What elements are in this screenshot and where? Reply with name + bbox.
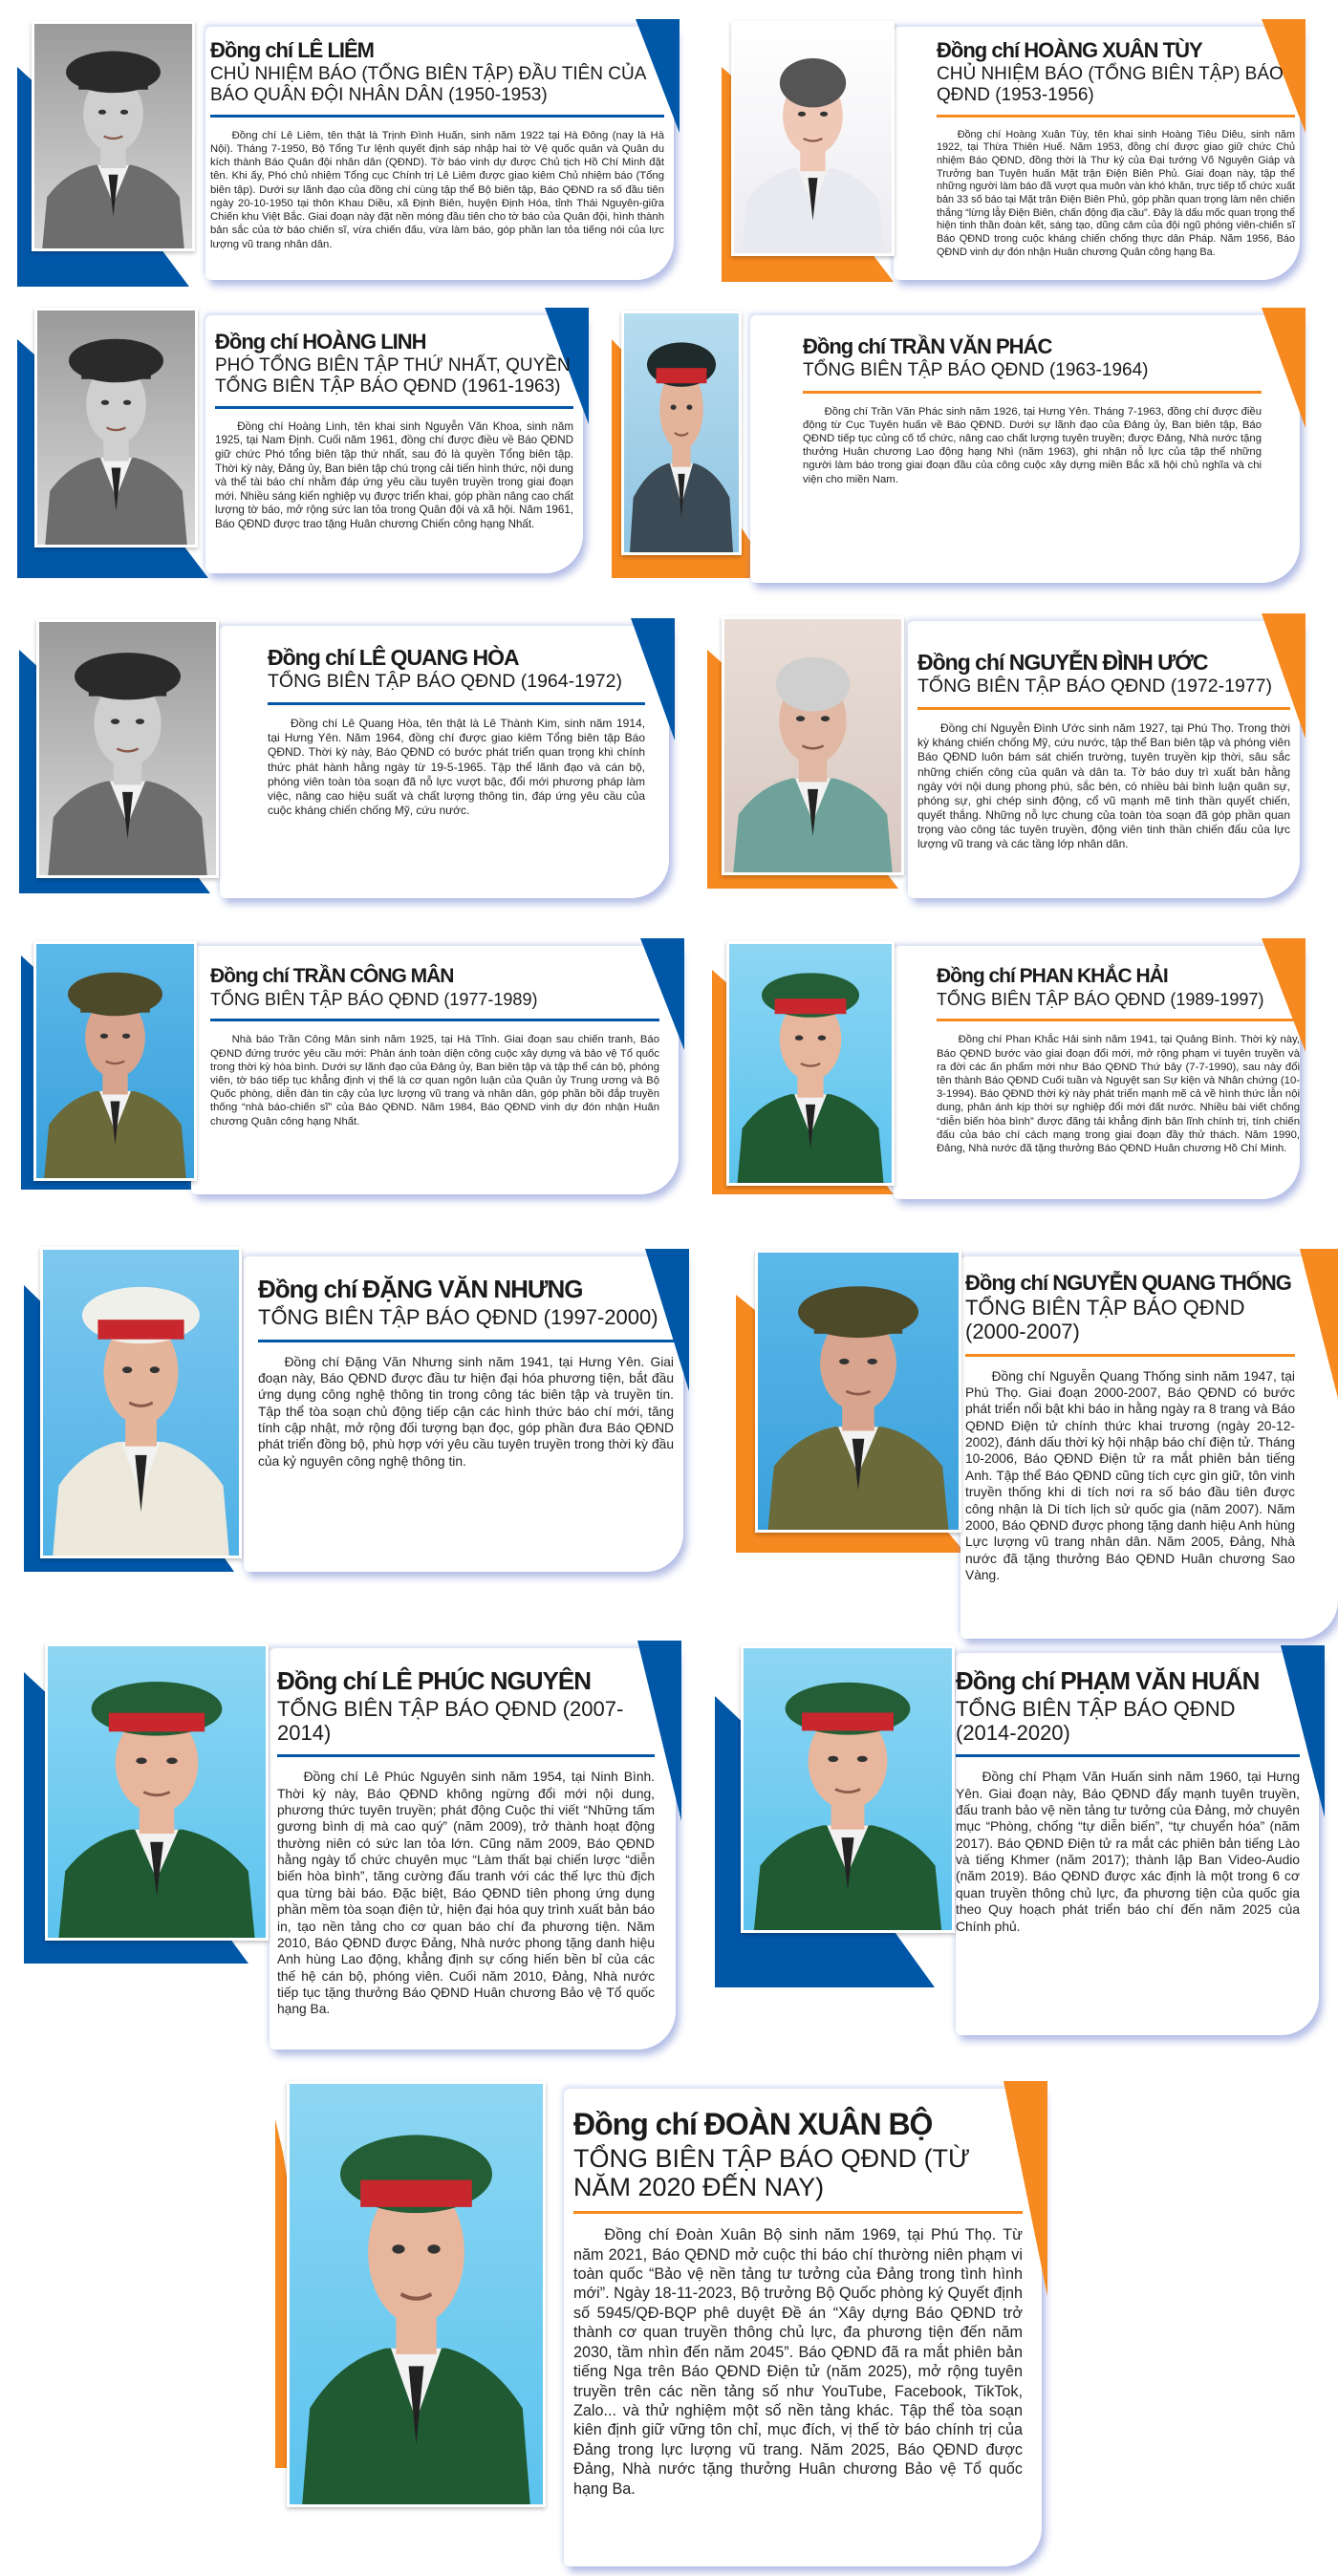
divider [215, 406, 573, 409]
editor-role: TỔNG BIÊN TẬP BÁO QĐND (2014-2020) [956, 1696, 1236, 1745]
portrait-photo [722, 616, 904, 875]
editor-bio: Đồng chí Nguyễn Đình Ước sinh năm 1927, tại Phú Thọ. Trong thời kỳ kháng chiến chống Mỹ, cứu nước, tập thể Ban biên tập và phóng viên Báo QĐND luôn bám sát chiến trường, tuyên truyền kịp thời, sâu sắc những chiến công của quân và dân ta. Tờ báo duy trì xuất bản hằng ngày với nội dung phong phú, sắc bén, có nhiều bài bình luận quân sự, phóng sự, ghi chép sinh động, cổ vũ mạnh mẽ tinh thần quyết chiến, quyết thắng. Những nỗ lực chung của toàn tòa soạn đã góp phần quan trọng vào công tác tuyên truyền, động viên tinh thần chiến đấu của lực lượng vũ trang và các tầng lớp nhân dân. [917, 721, 1290, 851]
editor-name: Đồng chí PHAN KHẮC HẢI [937, 965, 1168, 987]
editor-name: Đồng chí HOÀNG LINH [215, 330, 426, 354]
editor-bio: Đồng chí Phạm Văn Huấn sinh năm 1960, tại Hưng Yên. Giai đoạn này, Báo QĐND đẩy mạnh tuyên truyền, đấu tranh bảo vệ nền tảng tư tưởng của Đảng, mở chuyên mục “Phòng, chống “tự diễn biến”, “tự chuyển hóa” (năm 2017). Báo QĐND Điện tử ra mắt các phiên bản tiếng Lào và tiếng Khmer (năm 2017); thành lập Ban Video-Audio (năm 2019). Báo QĐND được xác định là một trong 6 cơ quan truyền thông chủ lực, đa phương tiện của quốc gia theo Quy hoạch phát triển báo chí đến năm 2025 của Chính phủ. [956, 1770, 1300, 1934]
editor-name: Đồng chí LÊ PHÚC NGUYÊN [277, 1666, 592, 1695]
portrait-photo [33, 941, 197, 1181]
editor-name: Đồng chí TRẦN VĂN PHÁC [803, 334, 1052, 358]
editor-name: Đồng chí TRẦN CÔNG MÂN [210, 965, 454, 987]
editor-name: Đồng chí ĐOÀN XUÂN BỘ [573, 2107, 933, 2141]
editor-name: Đồng chí PHẠM VĂN HUẤN [956, 1666, 1260, 1695]
corner-accent [1300, 1249, 1338, 1421]
divider [937, 115, 1295, 118]
editor-role: TỔNG BIÊN TẬP BÁO QĐND (1963-1964) [803, 360, 1149, 381]
editor-name: Đồng chí LÊ LIÊM [210, 38, 374, 62]
editor-role: TỔNG BIÊN TẬP BÁO QĐND (1989-1997) [937, 990, 1264, 1010]
divider [268, 702, 645, 705]
editor-role: TỔNG BIÊN TẬP BÁO QĐND (TỪ NĂM 2020 ĐẾN NAY) [573, 2143, 971, 2202]
editor-name: Đồng chí ĐẶNG VĂN NHƯNG [258, 1275, 583, 1303]
divider [965, 1354, 1295, 1357]
portrait-photo [621, 311, 742, 555]
portrait-photo [40, 1247, 242, 1558]
divider [573, 2211, 1023, 2214]
editor-role: TỔNG BIÊN TẬP BÁO QĐND (1972-1977) [917, 676, 1272, 698]
divider [210, 1019, 659, 1021]
editor-bio: Đồng chí Lê Quang Hòa, tên thật là Lê Thành Kim, sinh năm 1914, tại Hưng Yên. Năm 1964, đồng chí được giao kiêm Tổng biên tập Báo QĐND. Thời kỳ này, Báo QĐND có bước phát triển quan trọng khi chính thức phát hành hằng ngày từ 19-5-1965. Tập thể lãnh đạo và cán bộ, phóng viên toàn tòa soạn đã nỗ lực vượt bậc, đổi mới phương pháp làm việc, nâng cao hiệu suất và chất lượng thông tin, đáp ứng yêu cầu của cuộc kháng chiến chống Mỹ, cứu nước. [268, 717, 645, 817]
portrait-photo [34, 308, 198, 547]
portrait-photo [287, 2081, 546, 2507]
portrait-photo [36, 619, 219, 878]
portrait-photo [755, 1250, 961, 1533]
editor-role: PHÓ TỔNG BIÊN TẬP THỨ NHẤT, QUYỀN TỔNG BIÊN TẬP BÁO QĐND (1961-1963) [215, 355, 571, 397]
portrait-photo [45, 1643, 269, 1941]
editor-role: TỔNG BIÊN TẬP BÁO QĐND (2000-2007) [965, 1296, 1245, 1343]
divider [803, 391, 1262, 394]
editor-role: TỔNG BIÊN TẬP BÁO QĐND (1977-1989) [210, 990, 538, 1010]
divider [937, 1019, 1300, 1021]
editor-bio: Đồng chí Đặng Văn Nhưng sinh năm 1941, tại Hưng Yên. Giai đoạn này, Báo QĐND được đầu tư hiện đại hóa phương tiện, bắt đầu ứng dụng công nghệ thông tin trong công tác biên tập và truyền tin. Tập thể tòa soạn chủ động tiếp cận các hình thức báo chí mới, tăng tính cập nhật, mở rộng đối tượng bạn đọc, góp phần đưa Báo QĐND phát triển đồng bộ, phù hợp với yêu cầu tuyên truyền trong thời kỳ đầu của kỷ nguyên công nghệ thông tin. [258, 1354, 674, 1469]
editor-bio: Đồng chí Đoàn Xuân Bộ sinh năm 1969, tại Phú Thọ. Từ năm 2021, Báo QĐND mở cuộc thi báo chí thường niên phạm vi toàn quốc “Bảo vệ nền tảng tư tưởng của Đảng trong tình hình mới”. Ngày 18-11-2023, Bộ trưởng Bộ Quốc phòng ký Quyết định số 5945/QĐ-BQP phê duyệt Đề án “Xây dựng Báo QĐND trở thành cơ quan truyền thông chủ lực, đa phương tiện đến năm 2030, tầm nhìn đến năm 2045”. Báo QĐND đã ra mắt phiên bản tiếng Nga trên Báo QĐND Điện tử (năm 2025), mở rộng tuyên truyền trên các nền tảng số như YouTube, Facebook, TikTok, Zalo... và thử nghiệm một số nền tảng khác. Tập thể tòa soạn kiên định giữ vững tôn chỉ, mục đích, vị thế tờ báo chính trị của Đảng trong lực lượng vũ trang. Năm 2025, Báo QĐND được Đảng, Nhà nước tặng thưởng Huân chương Bảo vệ Tổ quốc hạng Ba. [573, 2226, 1023, 2498]
editor-role: CHỦ NHIỆM BÁO (TỔNG BIÊN TẬP) ĐẦU TIÊN CỦA BÁO QUÂN ĐỘI NHÂN DÂN (1950-1953) [210, 64, 646, 105]
portrait-photo [731, 21, 895, 256]
divider [277, 1754, 655, 1757]
editor-bio: Nhà báo Trần Công Mân sinh năm 1925, tại Hà Tĩnh. Giai đoạn sau chiến tranh, Báo QĐND đứng trước yêu cầu mới: Phản ánh toàn diện công cuộc xây dựng và bảo vệ Tổ quốc trong thời kỳ hòa bình. Dưới sự lãnh đạo của Đảng ủy, Ban biên tập và tập thể cán bộ, phóng viên, tờ báo tiếp tục khẳng định vị thế là cơ quan ngôn luận của Quân ủy Trung ương và Bộ Quốc phòng, diễn đàn tin cậy của lực lượng vũ trang và nhân dân, góp phần bồi đắp truyền thống “nhà báo-chiến sĩ” của Báo QĐND. Năm 1984, Báo QĐND vinh dự đón nhận Huân chương Quân công hạng Nhất. [210, 1034, 659, 1127]
divider [210, 115, 664, 118]
editor-bio: Đồng chí Trần Văn Phác sinh năm 1926, tại Hưng Yên. Tháng 7-1963, đồng chí được điều động từ Cục Tuyên huấn về Báo QĐND. Dưới sự lãnh đạo của Đảng ủy, Ban biên tập, Báo QĐND tiếp tục củng cố tổ chức, nâng cao chất lượng tuyên truyền; được Đảng, Nhà nước tặng thưởng Huân chương Lao động hạng Nhì (năm 1963), ghi nhận nỗ lực của tập thể những người làm báo trong giai đoạn đầu của công cuộc xây dựng miền Bắc xã hội chủ nghĩa và chi viện cho miền Nam. [803, 405, 1262, 485]
editor-name: Đồng chí LÊ QUANG HÒA [268, 645, 519, 670]
editor-role: TỔNG BIÊN TẬP BÁO QĐND (2007-2014) [277, 1696, 624, 1745]
divider [956, 1754, 1300, 1757]
editor-bio: Đồng chí Lê Phúc Nguyên sinh năm 1954, tại Ninh Bình. Thời kỳ này, Báo QĐND không ngừng đổi mới nội dung, phương thức tuyên truyền; phát động Cuộc thi viết “Những tấm gương bình dị mà cao quý” (năm 2009), trở thành hoạt động thường niên có sức lan tỏa lớn. Cũng năm 2009, Báo QĐND hằng ngày tổ chức chuyên mục “Làm thất bại chiến lược “diễn biến hòa bình”, tăng cường đấu tranh với các thế lực thù địch qua từng bài báo. Đặc biệt, Báo QĐND tiên phong ứng dụng phần mềm tòa soạn điện tử, hiện đại hóa quy trình xuất bản báo in, tạo nền tảng cho cơ quan báo chí đa phương tiện. Năm 2010, Báo QĐND được Đảng, Nhà nước phong tặng danh hiệu Anh hùng Lao động, khẳng định sự cống hiến bền bỉ của các thế hệ cán bộ, phóng viên. Cuối năm 2010, Đảng, Nhà nước tiếp tục tặng thưởng Báo QĐND Huân chương Bảo vệ Tổ quốc hạng Ba. [277, 1770, 655, 2017]
editor-name: Đồng chí NGUYỄN ĐÌNH ƯỚC [917, 650, 1208, 675]
divider [258, 1340, 674, 1342]
editor-bio: Đồng chí Hoàng Xuân Tùy, tên khai sinh Hoàng Tiêu Diêu, sinh năm 1922, tại Thừa Thiên Huế. Năm 1953, đồng chí được giao giữ chức Chủ nhiệm Báo QĐND, đồng thời là Thư ký của Đại tướng Võ Nguyên Giáp và Trưởng ban Tuyên huấn Mặt trận Điện Biên Phủ. Giai đoạn này, tập thể những người làm báo đã vượt qua muôn vàn khó khăn, trực tiếp tổ chức xuất bản 33 số báo tại Mặt trận Điện Biên Phủ, góp phần quan trọng làm nên chiến thắng “lừng lẫy Điện Biên, chấn động địa cầu”. Đây là dấu mốc quan trọng thể hiện tinh thần đoàn kết, sáng tạo, dũng cảm của đội ngũ phóng viên-chiến sĩ Báo QĐND trong cuộc kháng chiến chống thực dân Pháp. Năm 1956, Báo QĐND vinh dự đón nhận Huân chương Quân công hạng Ba. [937, 128, 1295, 258]
editor-role: TỔNG BIÊN TẬP BÁO QĐND (1997-2000) [258, 1304, 658, 1329]
editor-name: Đồng chí NGUYỄN QUANG THỐNG [965, 1271, 1291, 1295]
editor-bio: Đồng chí Nguyễn Quang Thống sinh năm 1947, tại Phú Thọ. Giai đoạn 2000-2007, Báo QĐND có bước phát triển nổi bật khi báo in hằng ngày ra 8 trang và Báo QĐND Điện tử chính thức khai trương (ngày 20-12-2002), đánh dấu thời kỳ hội nhập báo chí điện tử. Tháng 10-2006, Báo QĐND Điện tử ra mắt phiên bản tiếng Anh. Tập thể Báo QĐND cũng tích cực gìn giữ, tôn vinh truyền thống khi di tích nơi ra số báo đầu tiên được công nhận là Di tích lịch sử quốc gia (năm 2007). Năm 2000, Báo QĐND được phong tặng danh hiệu Anh hùng Lực lượng vũ trang nhân dân. Năm 2005, Đảng, Nhà nước đã tặng thưởng Báo QĐND Huân chương Sao Vàng. [965, 1368, 1295, 1583]
editor-bio: Đồng chí Hoàng Linh, tên khai sinh Nguyễn Văn Khoa, sinh năm 1925, tại Nam Định. Cuối năm 1961, đồng chí được điều về Báo QĐND giữ chức Phó tổng biên tập thứ nhất, sau đó là quyền Tổng biên tập. Thời kỳ này, Đảng ủy, Ban biên tập chú trọng cải tiến hình thức, nội dung và thể tài báo chí nhằm đáp ứng yêu cầu tuyên truyền trong giai đoạn mới. Nhiều sáng kiến nghiệp vụ được triển khai, góp phần nâng cao chất lượng tờ báo, mở rộng sức lan tỏa trong Quân đội và xã hội. Năm 1961, Báo QĐND được trao tặng Huân chương Chiến công hạng Nhất. [215, 419, 573, 530]
editor-role: CHỦ NHIỆM BÁO (TỔNG BIÊN TẬP) BÁO QĐND (1953-1956) [937, 64, 1284, 105]
divider [917, 707, 1290, 710]
editor-name: Đồng chí HOÀNG XUÂN TÙY [937, 38, 1202, 62]
editor-bio: Đồng chí Phan Khắc Hải sinh năm 1941, tại Quảng Bình. Thời kỳ này, Báo QĐND bước vào giai đoạn đổi mới, mở rộng phạm vi tuyên truyền và ra đời các ấn phẩm mới như Báo QĐND Thứ bảy (7-7-1990), sau này đổi tên thành Báo QĐND Cuối tuần và Nguyệt san Sự kiện và Nhân chứng (10-3-1994). Báo QĐND thời kỳ này phát triển mạnh mẽ cả về hình thức lẫn nội dung, phản ánh kịp thời sự nghiệp đổi mới đất nước. Nhiều bài viết chống “diễn biến hòa bình” được đăng tải khẳng định bản lĩnh chính trị, tính chiến đấu của báo chí cách mạng trong giai đoạn đầy thử thách. Năm 1990, Đảng, Nhà nước đã tặng thưởng Báo QĐND Huân chương Hồ Chí Minh. [937, 1034, 1300, 1155]
portrait-photo [32, 21, 195, 251]
portrait-photo [726, 941, 895, 1186]
editor-role: TỔNG BIÊN TẬP BÁO QĐND (1964-1972) [268, 671, 622, 693]
editor-bio: Đồng chí Lê Liêm, tên thật là Trịnh Đình Huấn, sinh năm 1922 tại Hà Đông (nay là Hà Nội). Tháng 7-1950, Bộ Tổng Tư lệnh quyết định sáp nhập hai tờ Vệ quốc quân và Quân du kích thành Báo Quân đội nhân dân (QĐND). Tờ báo vinh dự được Chủ tịch Hồ Chí Minh đặt tên. Khi ấy, Phó chủ nhiệm Tổng cục Chính trị Lê Liêm được giao kiêm Chủ nhiệm báo (Tổng biên tập). Dưới sự lãnh đạo của đồng chí cùng tập thể Bộ biên tập, Báo QĐND ra số đầu tiên ngày 20-10-1950 tại thôn Khau Diều, xã Định Biên, huyện Định Hóa, tỉnh Thái Nguyên-giữa Chiến khu Việt Bắc. Giai đoạn này đặt nền móng đầu tiên cho tờ báo của Quân đội, hình thành bản sắc của tờ báo chiến sĩ, vừa chiến đấu, vừa làm báo, góp phần lan tỏa tiếng nói của lực lượng vũ trang nhân dân. [210, 129, 664, 250]
portrait-photo [741, 1645, 955, 1933]
corner-accent [1262, 308, 1306, 428]
